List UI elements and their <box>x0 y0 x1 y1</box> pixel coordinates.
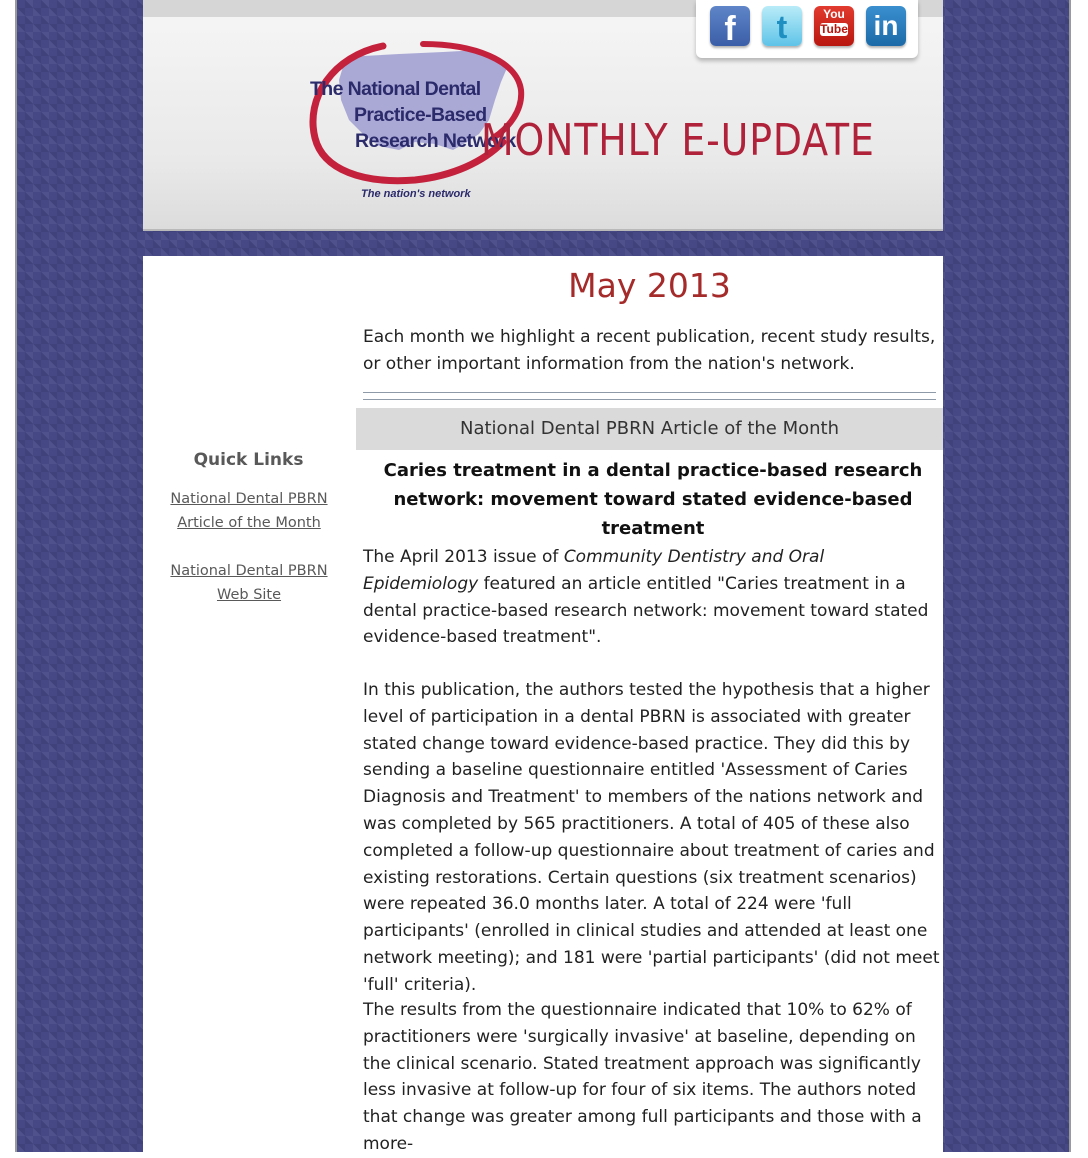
issue-month: May 2013 <box>568 266 731 305</box>
youtube-glyph-top: You <box>823 7 845 21</box>
sidebar <box>143 256 356 1152</box>
youtube-icon[interactable] <box>814 6 854 46</box>
article-title: Caries treatment in a dental practice-based research network: movement toward stated evidence-based treatment <box>383 460 923 539</box>
journal-name: Community Dentistry and Oral Epidemiology <box>363 547 825 594</box>
newsletter-title: MONTHLY E-UPDATE <box>481 115 875 166</box>
main-column <box>356 256 943 1152</box>
article-paragraph-2: In this publication, the authors tested the hypothesis that a higher level of participation in a dental PBRN is associated with greater stated change toward evidence-based practice. They did this by sending a baseline questionnaire entitled 'Assessment of Caries Diagnosis and Treatment' to members of the nations network and was completed by 565 practitioners. A total of 405 of these also completed a follow-up questionnaire about treatment of caries and existing restorations. Certain questions (six treatment scenarios) were repeated 36.0 months later. A total of 224 were 'full participants' (enrolled in clinical studies and attended at least one network meeting); and 181 were 'partial participants' (did not meet 'full' criteria). <box>363 680 940 995</box>
divider-line <box>363 392 936 393</box>
newsletter-header <box>143 0 943 231</box>
page-edge-right <box>1069 0 1071 1152</box>
logo-line-1: The National Dental <box>310 78 481 100</box>
paragraph-text: The April 2013 issue of <box>363 547 564 567</box>
intro-text: Each month we highlight a recent publication, recent study results, or other important information from the nation's network. <box>363 327 936 374</box>
linkedin-glyph: in <box>873 10 899 41</box>
logo-line-3: Research Network <box>355 130 516 152</box>
facebook-glyph: f <box>724 10 736 48</box>
paragraph-text: featured an article entitled "Caries treatment in a dental practice-based research network: movement toward stated evidence-based treatment". <box>363 573 929 648</box>
article-paragraph-3: The results from the questionnaire indicated that 10% to 62% of practitioners were 'surgically invasive' at baseline, depending on the clinical scenario. Stated treatment approach was significantly less invasive at follow-up for four of six items. The authors noted that change was greater among full participants and those with a more- <box>363 1000 922 1154</box>
divider-line <box>363 399 936 400</box>
twitter-icon[interactable] <box>762 6 802 46</box>
quick-link-article-of-month[interactable]: National Dental PBRN Article of the Month <box>170 491 328 531</box>
section-header: National Dental PBRN Article of the Month <box>356 408 943 450</box>
logo-line-2: Practice-Based <box>354 104 487 126</box>
logo-tagline: The nation's network <box>361 188 471 200</box>
facebook-icon[interactable] <box>710 6 750 46</box>
social-links <box>696 0 918 58</box>
quick-link-web-site[interactable]: National Dental PBRN Web Site <box>170 563 328 603</box>
youtube-glyph-bottom: Tube <box>820 22 848 36</box>
twitter-glyph: t <box>776 9 788 45</box>
linkedin-icon[interactable] <box>866 6 906 46</box>
quick-links-title: Quick Links <box>193 450 304 470</box>
article-paragraph-1 <box>363 544 940 651</box>
content-panel <box>143 256 943 1152</box>
